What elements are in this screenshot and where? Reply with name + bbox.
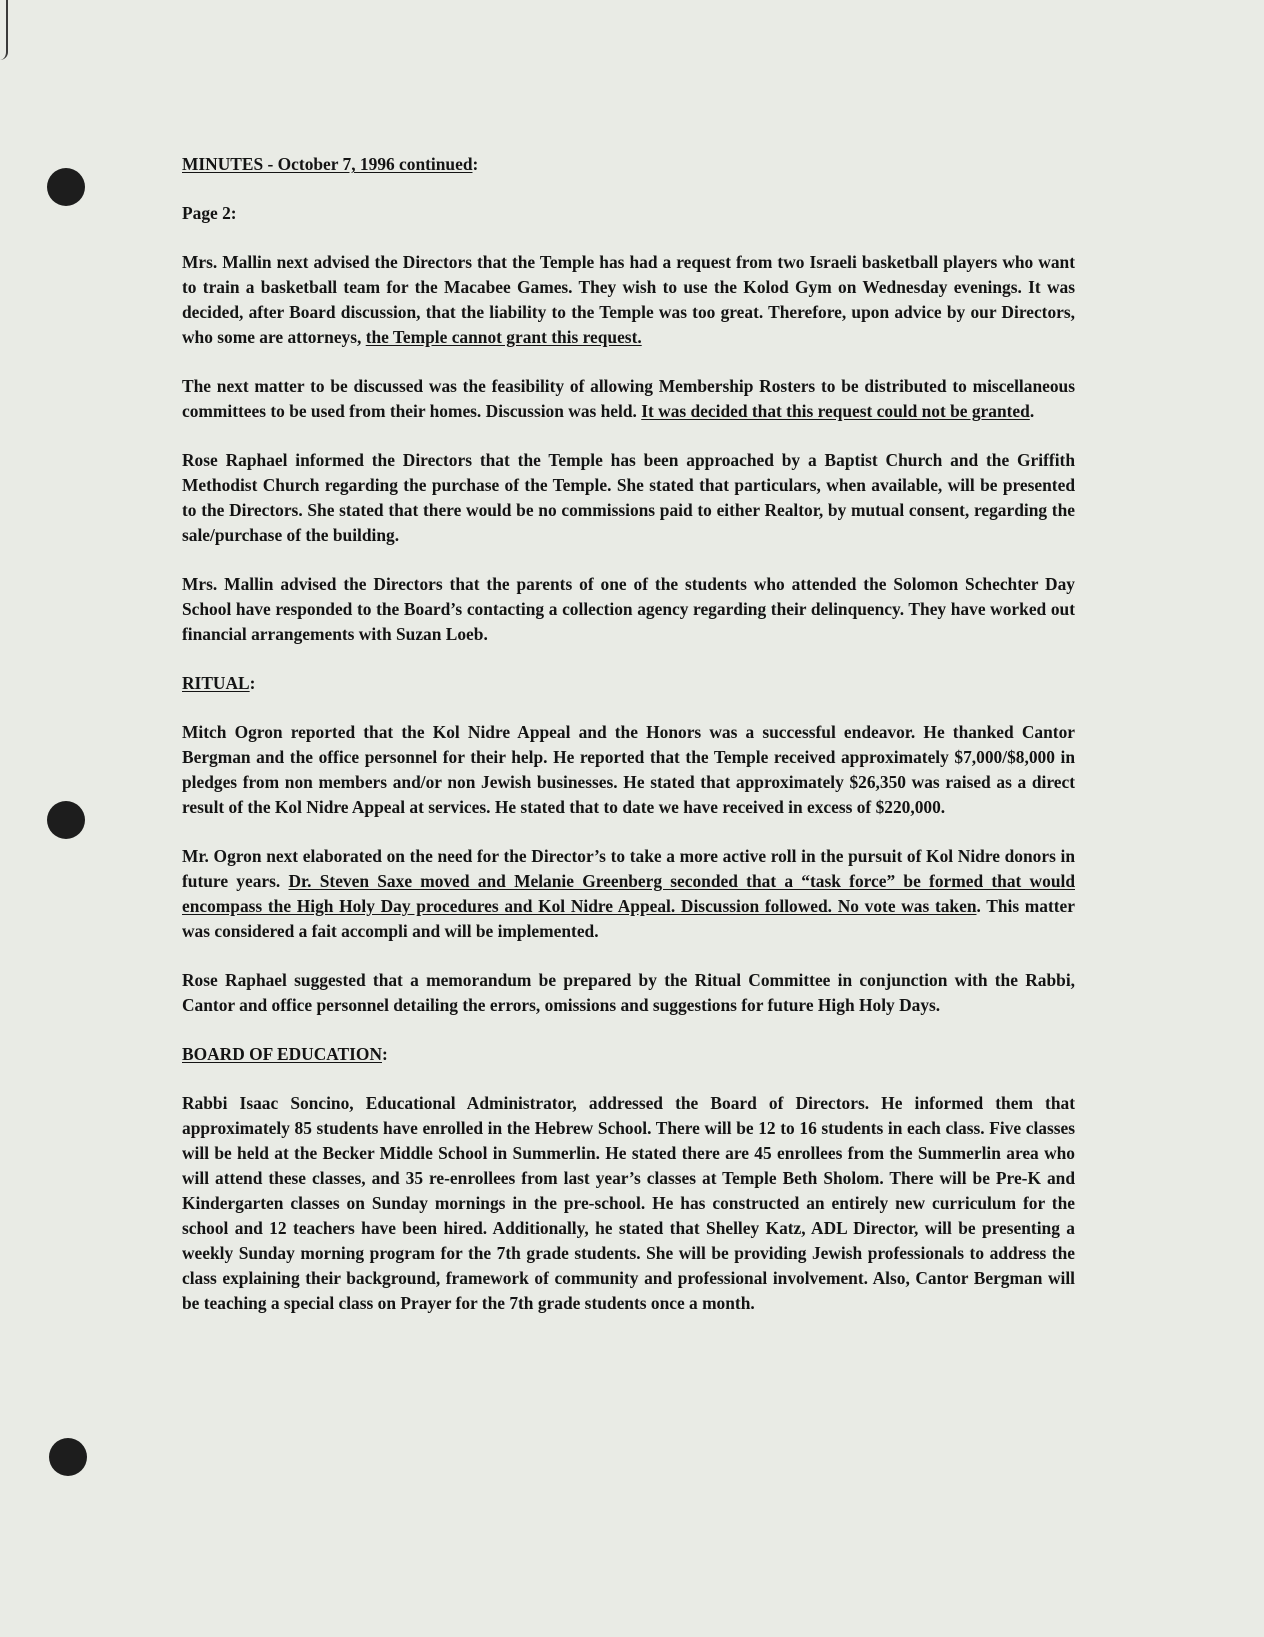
- ritual-heading-text: RITUAL: [182, 673, 250, 693]
- ritual-heading-colon: :: [249, 673, 256, 693]
- paragraph-kol-nidre-appeal: Mitch Ogron reported that the Kol Nidre Appeal and the Honors was a successful endeavor. He thanked Cantor Bergman and the office personnel for their help. He reported that the Temple received approximately $7,000/$8,000 in pledges from non members and/or non Jewish businesses. He stated that approximately $26,350 was raised as a direct result of the Kol Nidre Appeal at services. He stated that to date we have received in excess of $220,000.: [182, 722, 1075, 817]
- punch-hole-middle: [47, 801, 85, 839]
- punch-hole-bottom: [49, 1438, 87, 1476]
- education-heading-text: BOARD OF EDUCATION: [182, 1044, 382, 1064]
- paragraph-rosters-text: The next matter to be discussed was the feasibility of allowing Membership Rosters to be distributed to miscellaneous committees to be used from their homes. Discussion was held.: [182, 376, 1075, 421]
- section-heading-board-of-education: [182, 1042, 1075, 1067]
- paragraph-temple-purchase: Rose Raphael informed the Directors that the Temple has been approached by a Baptist Church and the Griffith Methodist Church regarding the purchase of the Temple. She stated that particulars, when available, will be presented to the Directors. She stated that there would be no commissions paid to either Realtor, by mutual consent, regarding the sale/purchase of the building.: [182, 450, 1075, 545]
- paragraph-hebrew-school: Rabbi Isaac Soncino, Educational Administrator, addressed the Board of Directors. He informed them that approximately 85 students have enrolled in the Hebrew School. There will be 12 to 16 students in each class. Five classes will be held at the Becker Middle School in Summerlin. He stated there are 45 enrollees from the Summerlin area who will attend these classes, and 35 re-enrollees from last year’s classes at Temple Beth Sholom. There will be Pre-K and Kindergarten classes on Sunday mornings in the pre-school. He has constructed an entirely new curriculum for the school and 12 teachers have been hired. Additionally, he stated that Shelley Katz, ADL Director, will be presenting a weekly Sunday morning program for the 7th grade students. She will be providing Jewish professionals to address the class explaining their background, framework of community and professional involvement. Also, Cantor Bergman will be teaching a special class on Prayer for the 7th grade students once a month.: [182, 1093, 1075, 1313]
- paragraph-rosters-end: .: [1029, 401, 1035, 421]
- document-title-colon: :: [472, 154, 479, 174]
- paragraph-rosters-decision: It was decided that this request could not be granted: [641, 401, 1030, 421]
- paragraph-task-force-motion: Dr. Steven Saxe moved and Melanie Greenberg seconded that a “task force” be formed that would encompass the High Holy Day procedures and Kol Nidre Appeal. Discussion followed. No vote was taken: [182, 871, 1075, 916]
- paragraph-membership-rosters: [182, 374, 1075, 424]
- paragraph-basketball-text: Mrs. Mallin next advised the Directors that the Temple has had a request from two Israeli basketball players who want to train a basketball team for the Macabee Games. They wish to use the Kolod Gym on Wednesday evenings. It was decided, after Board discussion, that the liability to the Temple was too great. Therefore, upon advice by our Directors, who some are attorneys,: [182, 252, 1075, 347]
- section-heading-ritual: [182, 671, 1075, 696]
- minutes-body: [182, 152, 1075, 1316]
- document-title: [182, 152, 1075, 177]
- education-heading-colon: :: [382, 1044, 388, 1064]
- paragraph-task-force: [182, 844, 1075, 944]
- paragraph-basketball-request: [182, 250, 1075, 350]
- page-number-label: Page 2:: [182, 203, 237, 223]
- paragraph-task-force-text: Mr. Ogron next elaborated on the need for the Director’s to take a more active roll in the pursuit of Kol Nidre donors in future years.: [182, 846, 1075, 891]
- paragraph-basketball-decision: the Temple cannot grant this request.: [365, 327, 642, 347]
- punch-hole-top: [47, 168, 85, 206]
- paragraph-collection-agency: Mrs. Mallin advised the Directors that the parents of one of the students who attended the Solomon Schechter Day School have responded to the Board’s contacting a collection agency regarding their delinquency. They have worked out financial arrangements with Suzan Loeb.: [182, 574, 1075, 644]
- page-edge: [0, 0, 8, 60]
- paragraph-task-force-end: . This matter was considered a fait accompli and will be implemented.: [182, 896, 1075, 941]
- paragraph-memorandum: Rose Raphael suggested that a memorandum be prepared by the Ritual Committee in conjunction with the Rabbi, Cantor and office personnel detailing the errors, omissions and suggestions for future High Holy Days.: [182, 970, 1075, 1015]
- document-title-text: MINUTES - October 7, 1996 continued: [182, 154, 473, 174]
